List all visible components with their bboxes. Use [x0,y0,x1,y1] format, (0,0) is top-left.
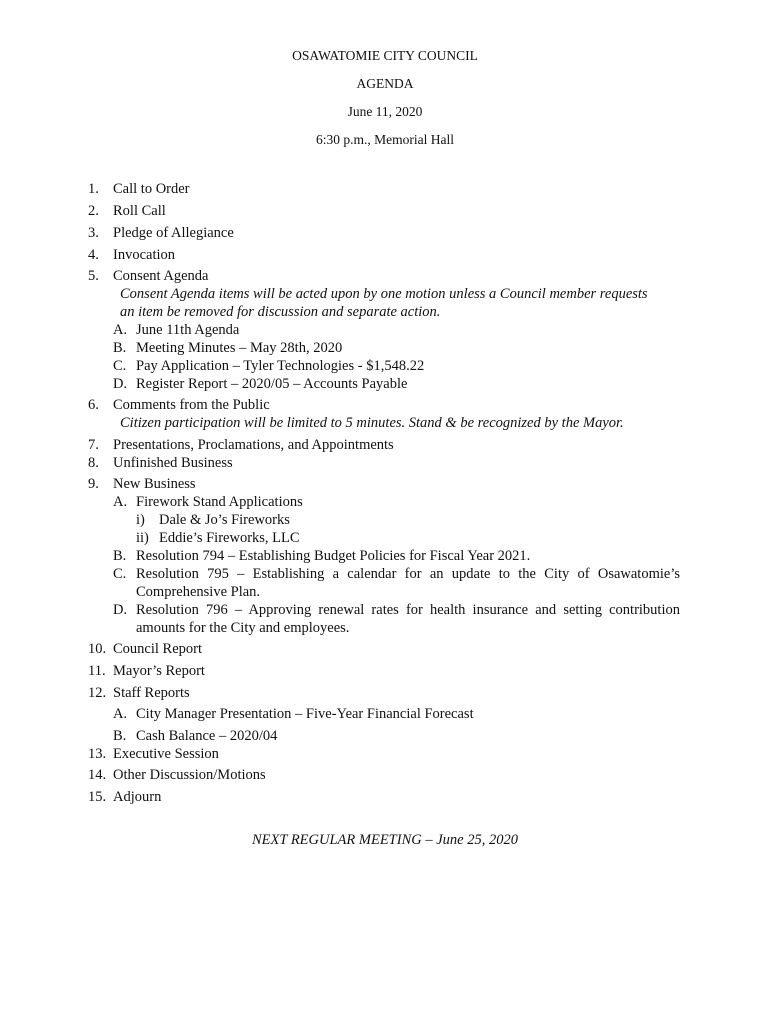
sub-letter: C. [113,566,127,582]
sub-roman: i) [136,512,145,528]
item-number: 3. [88,225,99,241]
item-number: 15. [88,789,107,805]
item-number: 2. [88,203,99,219]
sub-letter: D. [113,602,128,618]
sub-text: Resolution 795 – Establishing a calendar for an update to the City of Osawatomie’s [136,566,680,582]
item-number: 7. [88,437,99,453]
item-label: Comments from the Public [113,397,270,413]
item-label: Consent Agenda [113,268,209,284]
sub-text: Pay Application – Tyler Technologies - $1,548.22 [136,358,425,374]
item-label: Executive Session [113,746,219,762]
sub-letter: B. [113,548,127,564]
meeting-time-place: 6:30 p.m., Memorial Hall [316,132,454,147]
council-name: OSAWATOMIE CITY COUNCIL [292,48,478,63]
item-number: 13. [88,746,107,762]
sub-letter: A. [113,494,128,510]
item-number: 5. [88,268,99,284]
consent-note-line-1: Consent Agenda items will be acted upon by one motion unless a Council member requests [120,286,648,302]
agenda-title: AGENDA [356,76,414,91]
item-number: 11. [88,663,106,679]
sub-roman: ii) [136,530,149,546]
consent-note-line-2: an item be removed for discussion and separate action. [120,304,441,320]
item-label: Other Discussion/Motions [113,767,266,783]
sub-letter: A. [113,322,128,338]
sub-text: Dale & Jo’s Fireworks [159,512,290,528]
sub-letter: B. [113,728,127,744]
sub-text: amounts for the City and employees. [136,620,350,636]
sub-text: Firework Stand Applications [136,494,303,510]
next-meeting-notice: NEXT REGULAR MEETING – June 25, 2020 [252,832,518,848]
item-label: Council Report [113,641,203,657]
sub-text: Comprehensive Plan. [136,584,261,600]
item-number: 12. [88,685,107,701]
item-label: Staff Reports [113,685,190,701]
sub-text: Resolution 796 – Approving renewal rates for health insurance and setting contribution [136,602,680,618]
sub-text: Resolution 794 – Establishing Budget Policies for Fiscal Year 2021. [136,548,531,564]
item-number: 6. [88,397,99,413]
sub-letter: C. [113,358,127,374]
item-label: Roll Call [113,203,166,219]
sub-text: Register Report – 2020/05 – Accounts Payable [136,376,408,392]
sub-text: June 11th Agenda [136,322,240,338]
item-number: 14. [88,767,107,783]
item-label: Invocation [113,247,176,263]
item-label: Presentations, Proclamations, and Appointments [113,437,394,453]
sub-letter: B. [113,340,127,356]
item-label: Call to Order [113,181,190,197]
item-number: 4. [88,247,99,263]
meeting-date: June 11, 2020 [347,104,423,119]
item-label: Unfinished Business [113,455,233,471]
public-comment-note: Citizen participation will be limited to 5 minutes. Stand & be recognized by the Mayor. [120,415,624,431]
sub-text: Cash Balance – 2020/04 [136,728,278,744]
sub-text: Meeting Minutes – May 28th, 2020 [136,340,343,356]
item-label: Mayor’s Report [113,663,205,679]
item-label: Adjourn [113,789,162,805]
sub-letter: D. [113,376,128,392]
item-number: 8. [88,455,99,471]
item-number: 1. [88,181,99,197]
item-label: Pledge of Allegiance [113,225,234,241]
item-number: 10. [88,641,107,657]
sub-text: Eddie’s Fireworks, LLC [159,530,300,546]
item-label: New Business [113,476,196,492]
sub-letter: A. [113,706,128,722]
item-number: 9. [88,476,99,492]
sub-text: City Manager Presentation – Five-Year Financial Forecast [136,706,474,722]
